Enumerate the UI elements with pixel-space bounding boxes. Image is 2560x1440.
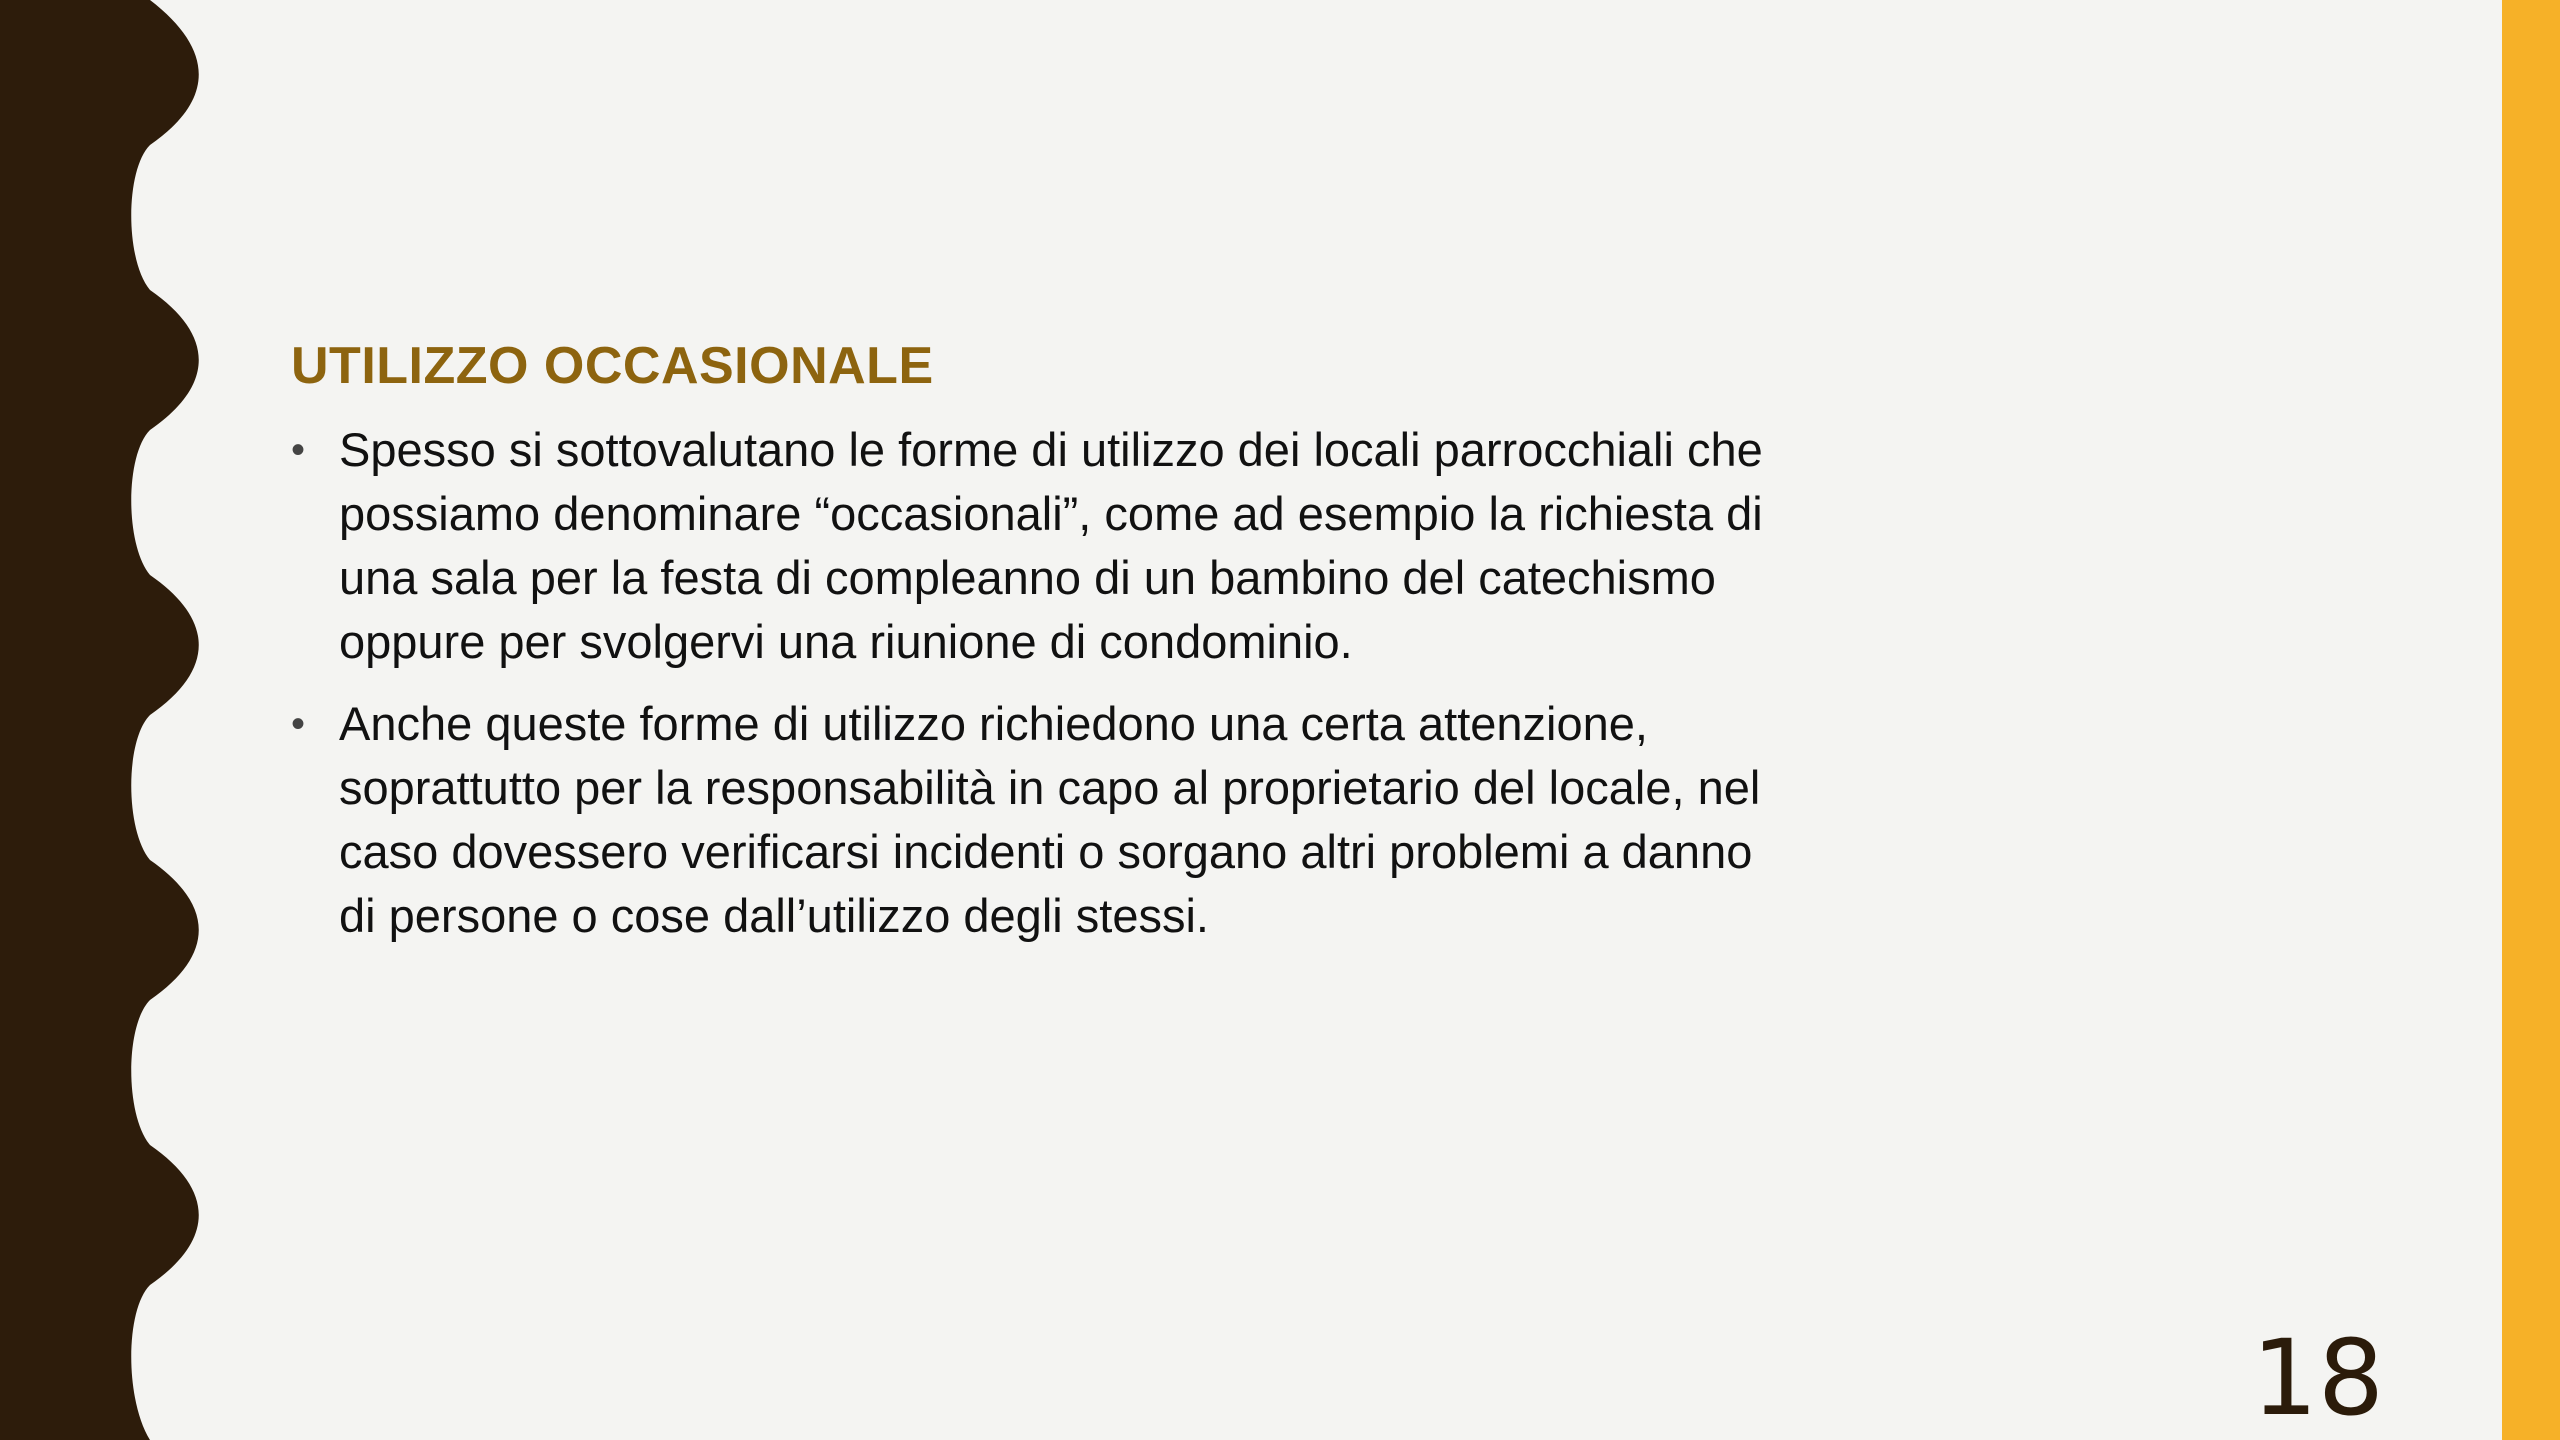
slide-title: UTILIZZO OCCASIONALE xyxy=(291,337,934,395)
bullet-item xyxy=(291,692,1791,948)
wavy-left-band xyxy=(0,0,200,1440)
bullet-list xyxy=(291,418,1791,966)
bullet-marker: • xyxy=(291,702,306,746)
slide-number: 18 xyxy=(2251,1317,2384,1439)
bullet-item xyxy=(291,418,1791,674)
bullet-text: Spesso si sottovalutano le forme di utilizzo dei locali parrocchiali che possiamo denominare “occasionali”, come ad esempio la richiesta di una sala per la festa di compleanno di un bambino del catechismo oppure per svolgervi una riunione di condominio. xyxy=(339,423,1763,668)
bullet-marker: • xyxy=(291,428,306,472)
accent-bar xyxy=(2502,0,2560,1440)
bullet-text: Anche queste forme di utilizzo richiedono una certa attenzione, soprattutto per la responsabilità in capo al proprietario del locale, nel caso dovessero verificarsi incidenti o sorgano altri problemi a danno di persone o cose dall’utilizzo degli stessi. xyxy=(339,697,1761,942)
